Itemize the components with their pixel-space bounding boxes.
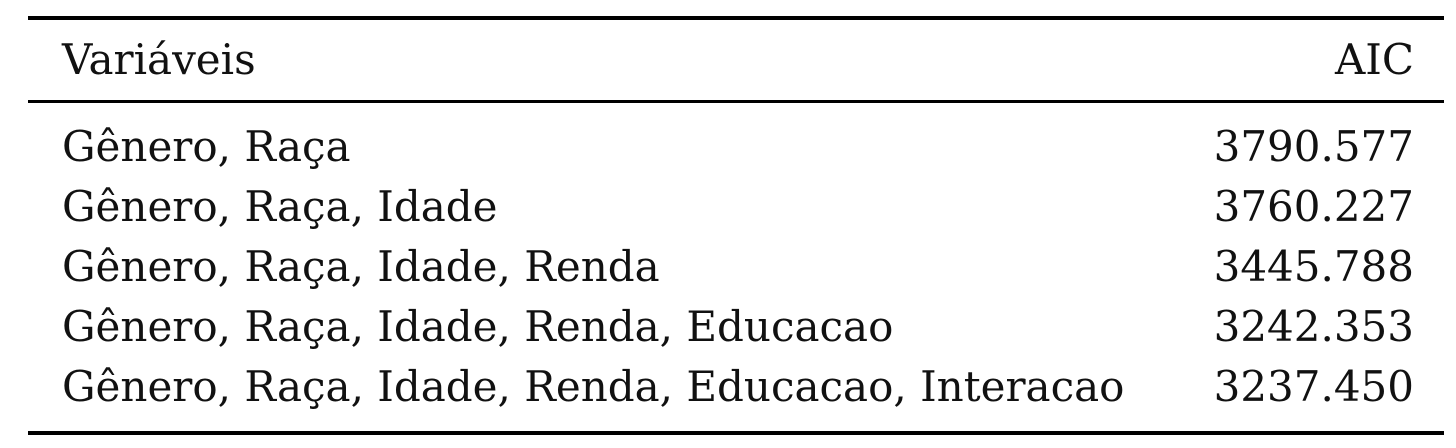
row-2-aic: 3760.227 bbox=[1213, 182, 1414, 231]
row-5-aic: 3237.450 bbox=[1213, 362, 1414, 411]
row-2-variables: Gênero, Raça, Idade bbox=[62, 182, 498, 231]
row-1-variables: Gênero, Raça bbox=[62, 122, 351, 171]
variables-header: Variáveis bbox=[62, 35, 256, 84]
row-5-variables: Gênero, Raça, Idade, Renda, Educacao, Interacao bbox=[62, 362, 1125, 411]
row-4-variables: Gênero, Raça, Idade, Renda, Educacao bbox=[62, 302, 894, 351]
row-3-aic: 3445.788 bbox=[1213, 242, 1414, 291]
top-rule bbox=[28, 16, 1444, 20]
header-rule bbox=[28, 100, 1444, 103]
row-3-variables: Gênero, Raça, Idade, Renda bbox=[62, 242, 660, 291]
aic-header: AIC bbox=[1334, 35, 1414, 84]
bottom-rule bbox=[28, 431, 1444, 435]
row-1-aic: 3790.577 bbox=[1213, 122, 1414, 171]
row-4-aic: 3242.353 bbox=[1213, 302, 1414, 351]
